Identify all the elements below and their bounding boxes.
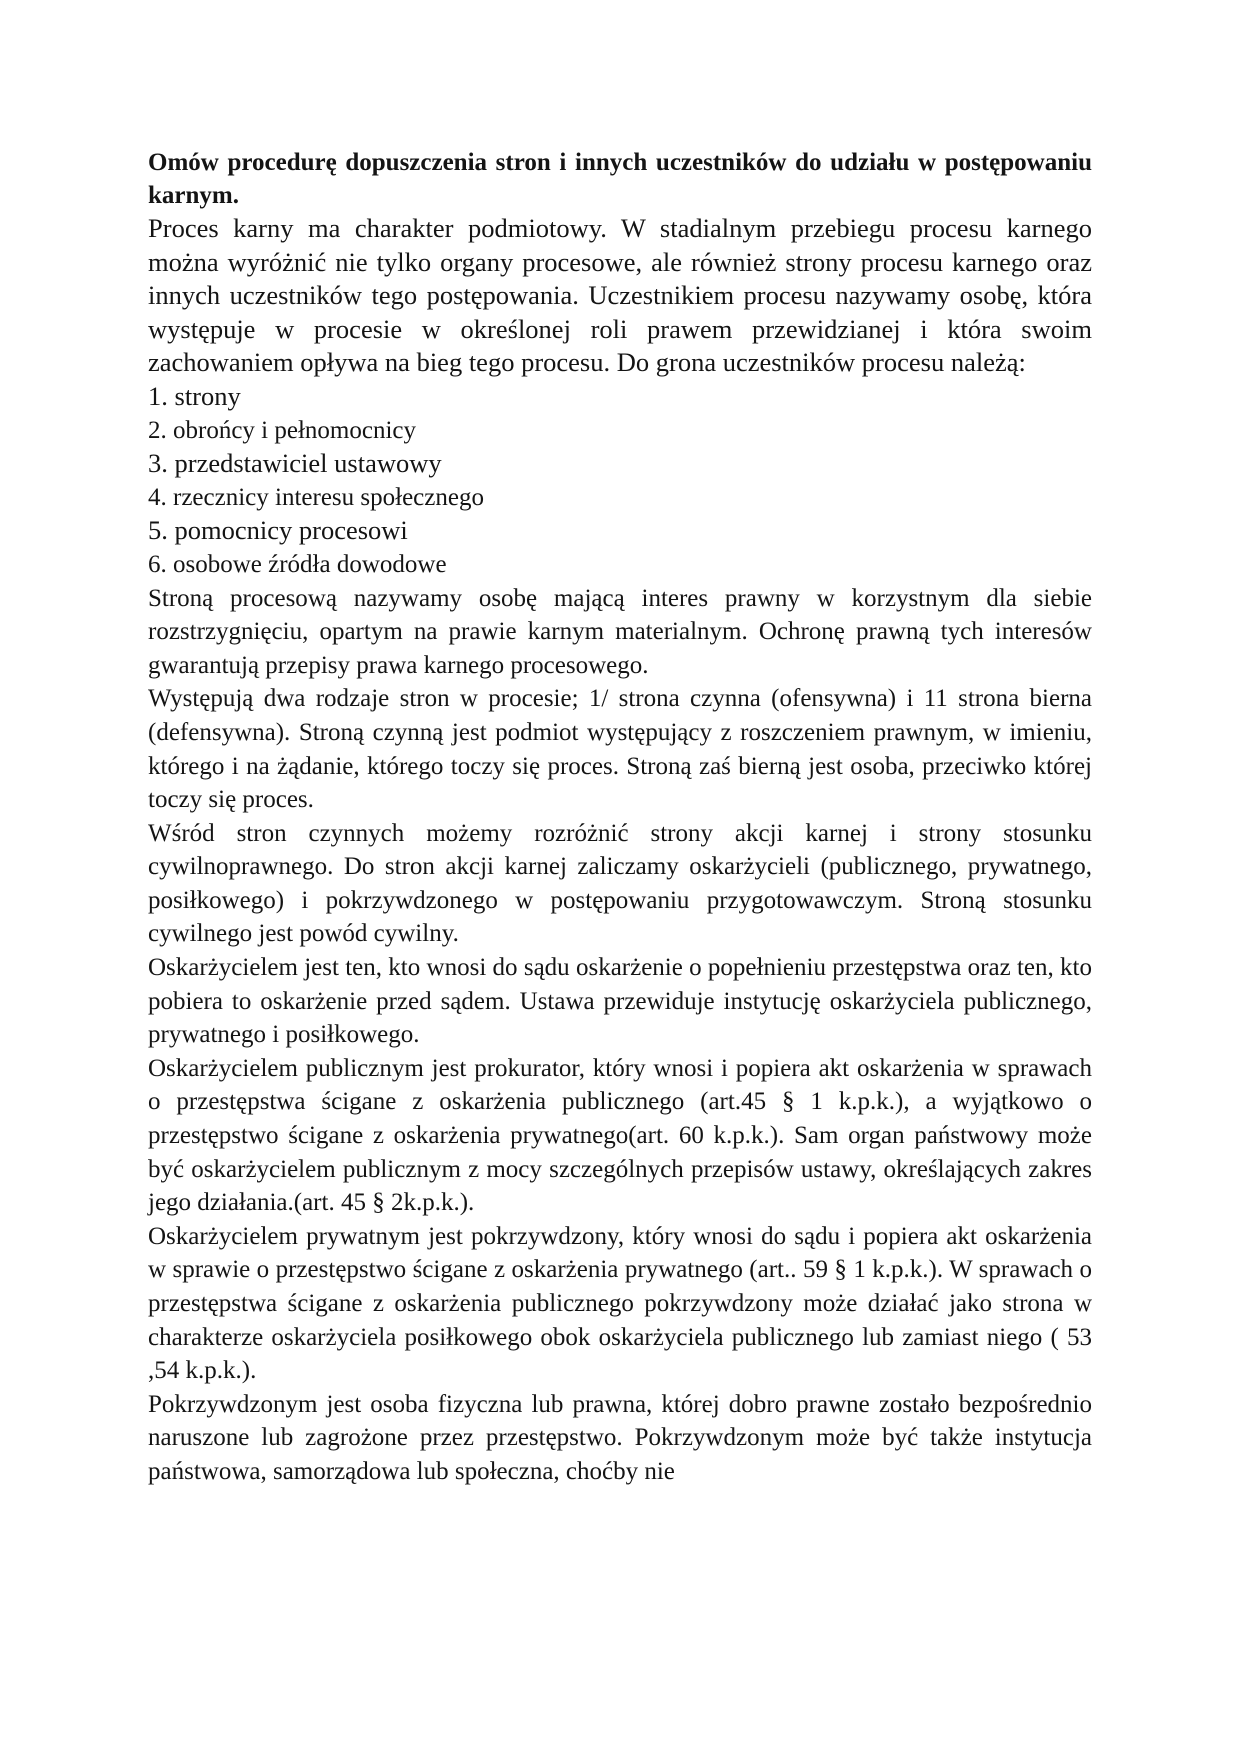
document-title: Omów procedurę dopuszczenia stron i innych uczestników do udziału w postępowaniu karnym. [148,149,1092,209]
body-paragraph: Oskarżycielem jest ten, kto wnosi do sądu oskarżenie o popełnieniu przestępstwa oraz ten, kto pobiera to oskarżenie przed sądem. Ustawa przewiduje instytucję oskarżyciela publicznego, prywatnego i posiłkowego. [148,954,1092,1049]
list-item: 5. pomocnicy procesowi [148,515,408,546]
list-item: 2. obrońcy i pełnomocnicy [148,416,416,444]
body-paragraph: Oskarżycielem prywatnym jest pokrzywdzony, który wnosi do sądu i popiera akt oskarżenia w sprawie o przestępstwo ścigane z oskarżenia prywatnego (art.. 59 § 1 k.p.k.). W sprawach o przestępstwa ścigane z oskarżenia publicznego pokrzywdzony może działać jako strona w charakterze oskarżyciela posiłkowego obok oskarżyciela publicznego lub zamiast niego ( 53 ,54 k.p.k.). [148,1222,1092,1385]
list-item: 6. osobowe źródła dowodowe [148,550,447,578]
body-paragraph: Wśród stron czynnych możemy rozróżnić strony akcji karnej i strony stosunku cywilnoprawnego. Do stron akcji karnej zaliczamy oskarżycieli (publicznego, prywatnego, posiłkowego) i pokrzywdzonego w postępowaniu przygotowawczym. Stroną stosunku cywilnego jest powód cywilny. [148,819,1092,948]
list-item: 1. strony [148,380,241,411]
body-paragraph: Oskarżycielem publicznym jest prokurator, który wnosi i popiera akt oskarżenia w sprawach o przestępstwa ścigane z oskarżenia publicznego (art.45 § 1 k.p.k.), a wyjątkowo o przestępstwo ścigane z oskarżenia prywatnego(art. 60 k.p.k.). Sam organ państwowy może być oskarżycielem publicznym z mocy szczególnych przepisów ustawy, określających zakres jego działania.(art. 45 § 2k.p.k.). [148,1054,1092,1217]
participants-list [148,380,1092,582]
body-paragraph: Stroną procesową nazywamy osobę mającą interes prawny w korzystnym dla siebie rozstrzygnięciu, opartym na prawie karnym materialnym. Ochronę prawną tych interesów gwarantują przepisy prawa karnego procesowego. [148,584,1092,679]
body-paragraph: Występują dwa rodzaje stron w procesie; 1/ strona czynna (ofensywna) i 11 strona bierna (defensywna). Stroną czynną jest podmiot występujący z roszczeniem prawnym, w imieniu, którego i na żądanie, którego toczy się proces. Stroną zaś bierną jest osoba, przeciwko której toczy się proces. [148,685,1092,814]
list-item: 4. rzecznicy interesu społecznego [148,483,484,511]
body-paragraph: Pokrzywdzonym jest osoba fizyczna lub prawna, której dobro prawne zostało bezpośrednio naruszone lub zagrożone przez przestępstwo. Pokrzywdzonym może być także instytucja państwowa, samorządowa lub społeczna, choćby nie [148,1390,1092,1485]
document-body [148,146,1092,1489]
list-item: 3. przedstawiciel ustawowy [148,448,442,479]
intro-paragraph: Proces karny ma charakter podmiotowy. W stadialnym przebiegu procesu karnego można wyróżnić nie tylko organy procesowe, ale również strony procesu karnego oraz innych uczestników tego postępowania. Uczestnikiem procesu nazywamy osobę, która występuje w procesie w określonej roli prawem przewidzianej i która swoim zachowaniem opływa na bieg tego procesu. Do grona uczestników procesu należą: [148,213,1092,378]
